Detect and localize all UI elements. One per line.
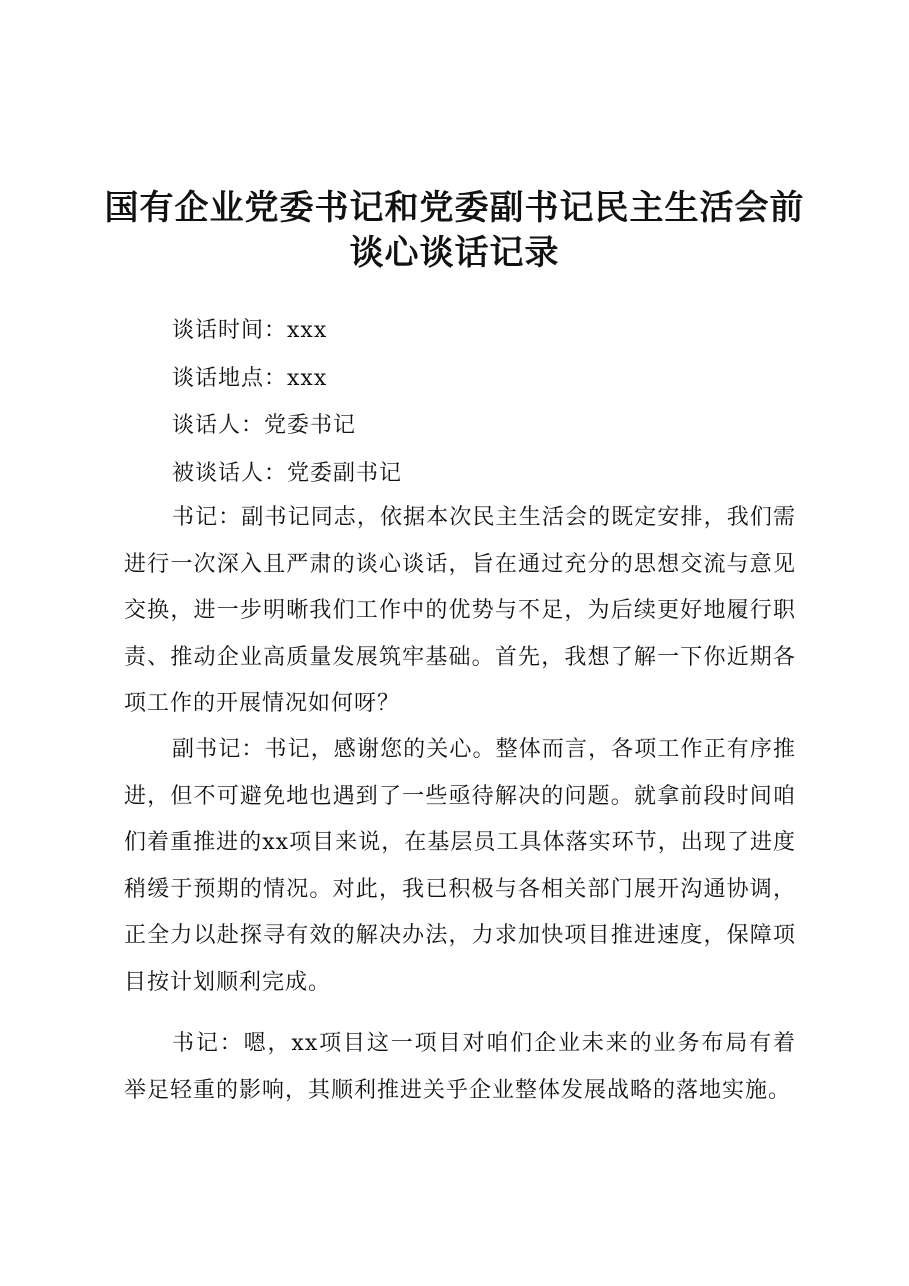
talk-time: 谈话时间：xxx bbox=[172, 318, 328, 343]
interviewee: 被谈话人：党委副书记 bbox=[172, 461, 403, 486]
document-title-line-1: 国有企业党委书记和党委副书记民主生活会前 bbox=[104, 188, 805, 228]
document-title-line-2: 谈心谈话记录 bbox=[349, 233, 560, 273]
paragraph-secretary-2: 书记：嗯，xx项目这一项目对咱们企业未来的业务布局有着举足轻重的影响，其顺利推进关乎企业整体发展战略的落地实施。 bbox=[124, 1031, 796, 1103]
paragraph-deputy-secretary-1: 副书记：书记，感谢您的关心。整体而言，各项工作正有序推进，但不可避免地也遇到了一些亟待解决的问题。就拿前段时间咱们着重推进的xx项目来说，在基层员工具体落实环节，出现了进度稍缓于预期的情况。对此，我已积极与各相关部门展开沟通协调，正全力以赴探寻有效的解决办法，力求加快项目推进速度，保障项目按计划顺利完成。 bbox=[124, 737, 796, 995]
paragraph-secretary-1: 书记：副书记同志，依据本次民主生活会的既定安排，我们需进行一次深入且严肃的谈心谈话，旨在通过充分的思想交流与意见交换，进一步明晰我们工作中的优势与不足，为后续更好地履行职责、推动企业高质量发展筑牢基础。首先，我想了解一下你近期各项工作的开展情况如何呀？ bbox=[124, 505, 796, 716]
talker: 谈话人：党委书记 bbox=[172, 413, 357, 438]
talk-location: 谈话地点：xxx bbox=[172, 366, 328, 391]
